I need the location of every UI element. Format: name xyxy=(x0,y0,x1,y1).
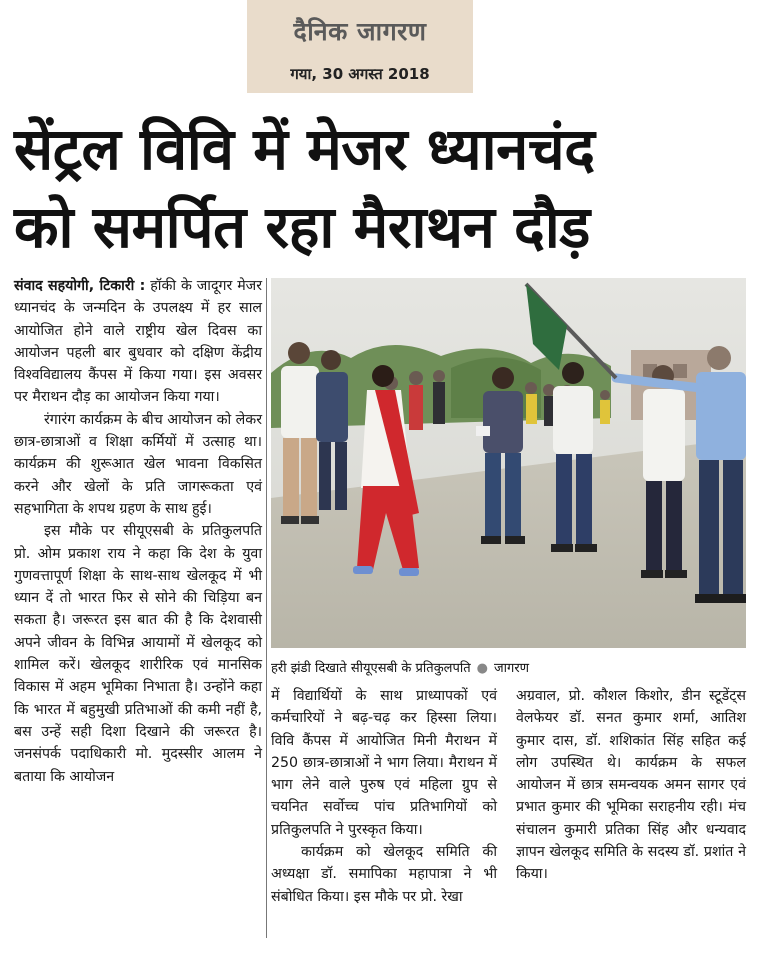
headline-line-2: को समर्पित रहा मैराथन दौड़ xyxy=(14,193,590,261)
news-photo xyxy=(271,278,746,648)
masthead xyxy=(247,0,473,93)
article-paragraph: में विद्यार्थियों के साथ प्राध्यापकों एवं कर्मचारियों ने बढ़-चढ़ कर हिस्सा लिया। विवि कैंपस में आयोजित मिनी मैराथन में 250 छात्र-छात्राओं ने भाग लिया। मैराथन में भाग लेने वाले पुरुष एवं महिला ग्रुप से चयनित सर्वोच्च पांच प्रतिभागियों को प्रतिकुलपति ने पुरस्कृत किया। xyxy=(271,688,497,838)
article-paragraph xyxy=(14,275,262,409)
byline: संवाद सहयोगी, टिकारी : xyxy=(14,278,146,294)
paragraph-text: हॉकी के जादूगर मेजर ध्यानचंद के जन्मदिन के उपलक्ष्य में हर साल आयोजित होने वाले राष्ट्रीय खेल दिवस का आयोजन पहली बार बुधवार को दक्षिण केंद्रीय विश्वविद्यालय कैंपस में किया गया। इस अवसर पर मैराथन दौड़ का आयोजन किया गया। xyxy=(14,278,263,406)
caption-text: हरी झंडी दिखाते सीयूएसबी के प्रतिकुलपति xyxy=(271,661,471,676)
article-paragraph: इस मौके पर सीयूएसबी के प्रतिकुलपति प्रो. ओम प्रकाश राय ने कहा कि देश के युवा गुणवत्तापूर्ण शिक्षा के साथ-साथ खेलकूद में भी ध्यान दें तो भारत फिर से सोने की चिड़िया बन सकता है। जरूरत इस बात की है कि देशवासी अपने जीवन के विभिन्न आयामों में खेलकूद को शामिल करें। खेलकूद शारीरिक एवं मानसिक विकास में अहम भूमिका निभाता है। उन्होंने कहा कि भारत में बहुमुखी प्रतिभाओं की कमी नहीं है, बस उन्हें सही दिशा दिखाने की जरूरत है। जनसंपर्क पदाधिकारी मो. मुदस्सीर आलम ने बताया कि आयोजन xyxy=(14,523,262,785)
dateline: गया, 30 अगस्त 2018 xyxy=(290,65,430,83)
newspaper-name: दैनिक जागरण xyxy=(293,17,427,46)
column-divider xyxy=(266,278,267,938)
headline xyxy=(14,110,758,266)
article-column-1 xyxy=(14,275,262,788)
article-column-3 xyxy=(516,685,746,886)
photo-caption xyxy=(271,658,746,676)
article-paragraph: कार्यक्रम को खेलकूद समिति की अध्यक्षा डॉ. समापिका महापात्रा ने भी संबोधित किया। इस मौके पर प्रो. रेखा xyxy=(271,844,497,905)
caption-dot-icon: ● xyxy=(476,661,489,676)
headline-line-1: सेंट्रल विवि में मेजर ध्यानचंद xyxy=(14,115,595,183)
photo-credit: जागरण xyxy=(494,661,530,676)
article-paragraph: रंगारंग कार्यक्रम के बीच आयोजन को लेकर छात्र-छात्राओं व शिक्षा कर्मियों में उत्साह था। कार्यक्रम की शुरूआत खेल भावना विकसित करने और खेलों के प्रति जागरूकता एवं सहभागिता के शपथ ग्रहण के साथ हुई। xyxy=(14,411,262,517)
article-paragraph: अग्रवाल, प्रो. कौशल किशोर, डीन स्टूडेंट्स वेलफेयर डॉ. सनत कुमार शर्मा, आतिश कुमार दास, डॉ. शशिकांत सिंह सहित कई लोग उपस्थित थे। कार्यक्रम के सफल आयोजन में छात्र समन्वयक अमन सागर एवं प्रभात कुमार की भूमिका सराहनीय रही। मंच संचालन कुमारी प्रतिका सिंह और धन्यवाद ज्ञापन खेलकूद समिति के सदस्य डॉ. प्रशांत ने किया। xyxy=(516,688,746,883)
article-column-2 xyxy=(271,685,497,908)
photo-illustration xyxy=(271,278,746,648)
